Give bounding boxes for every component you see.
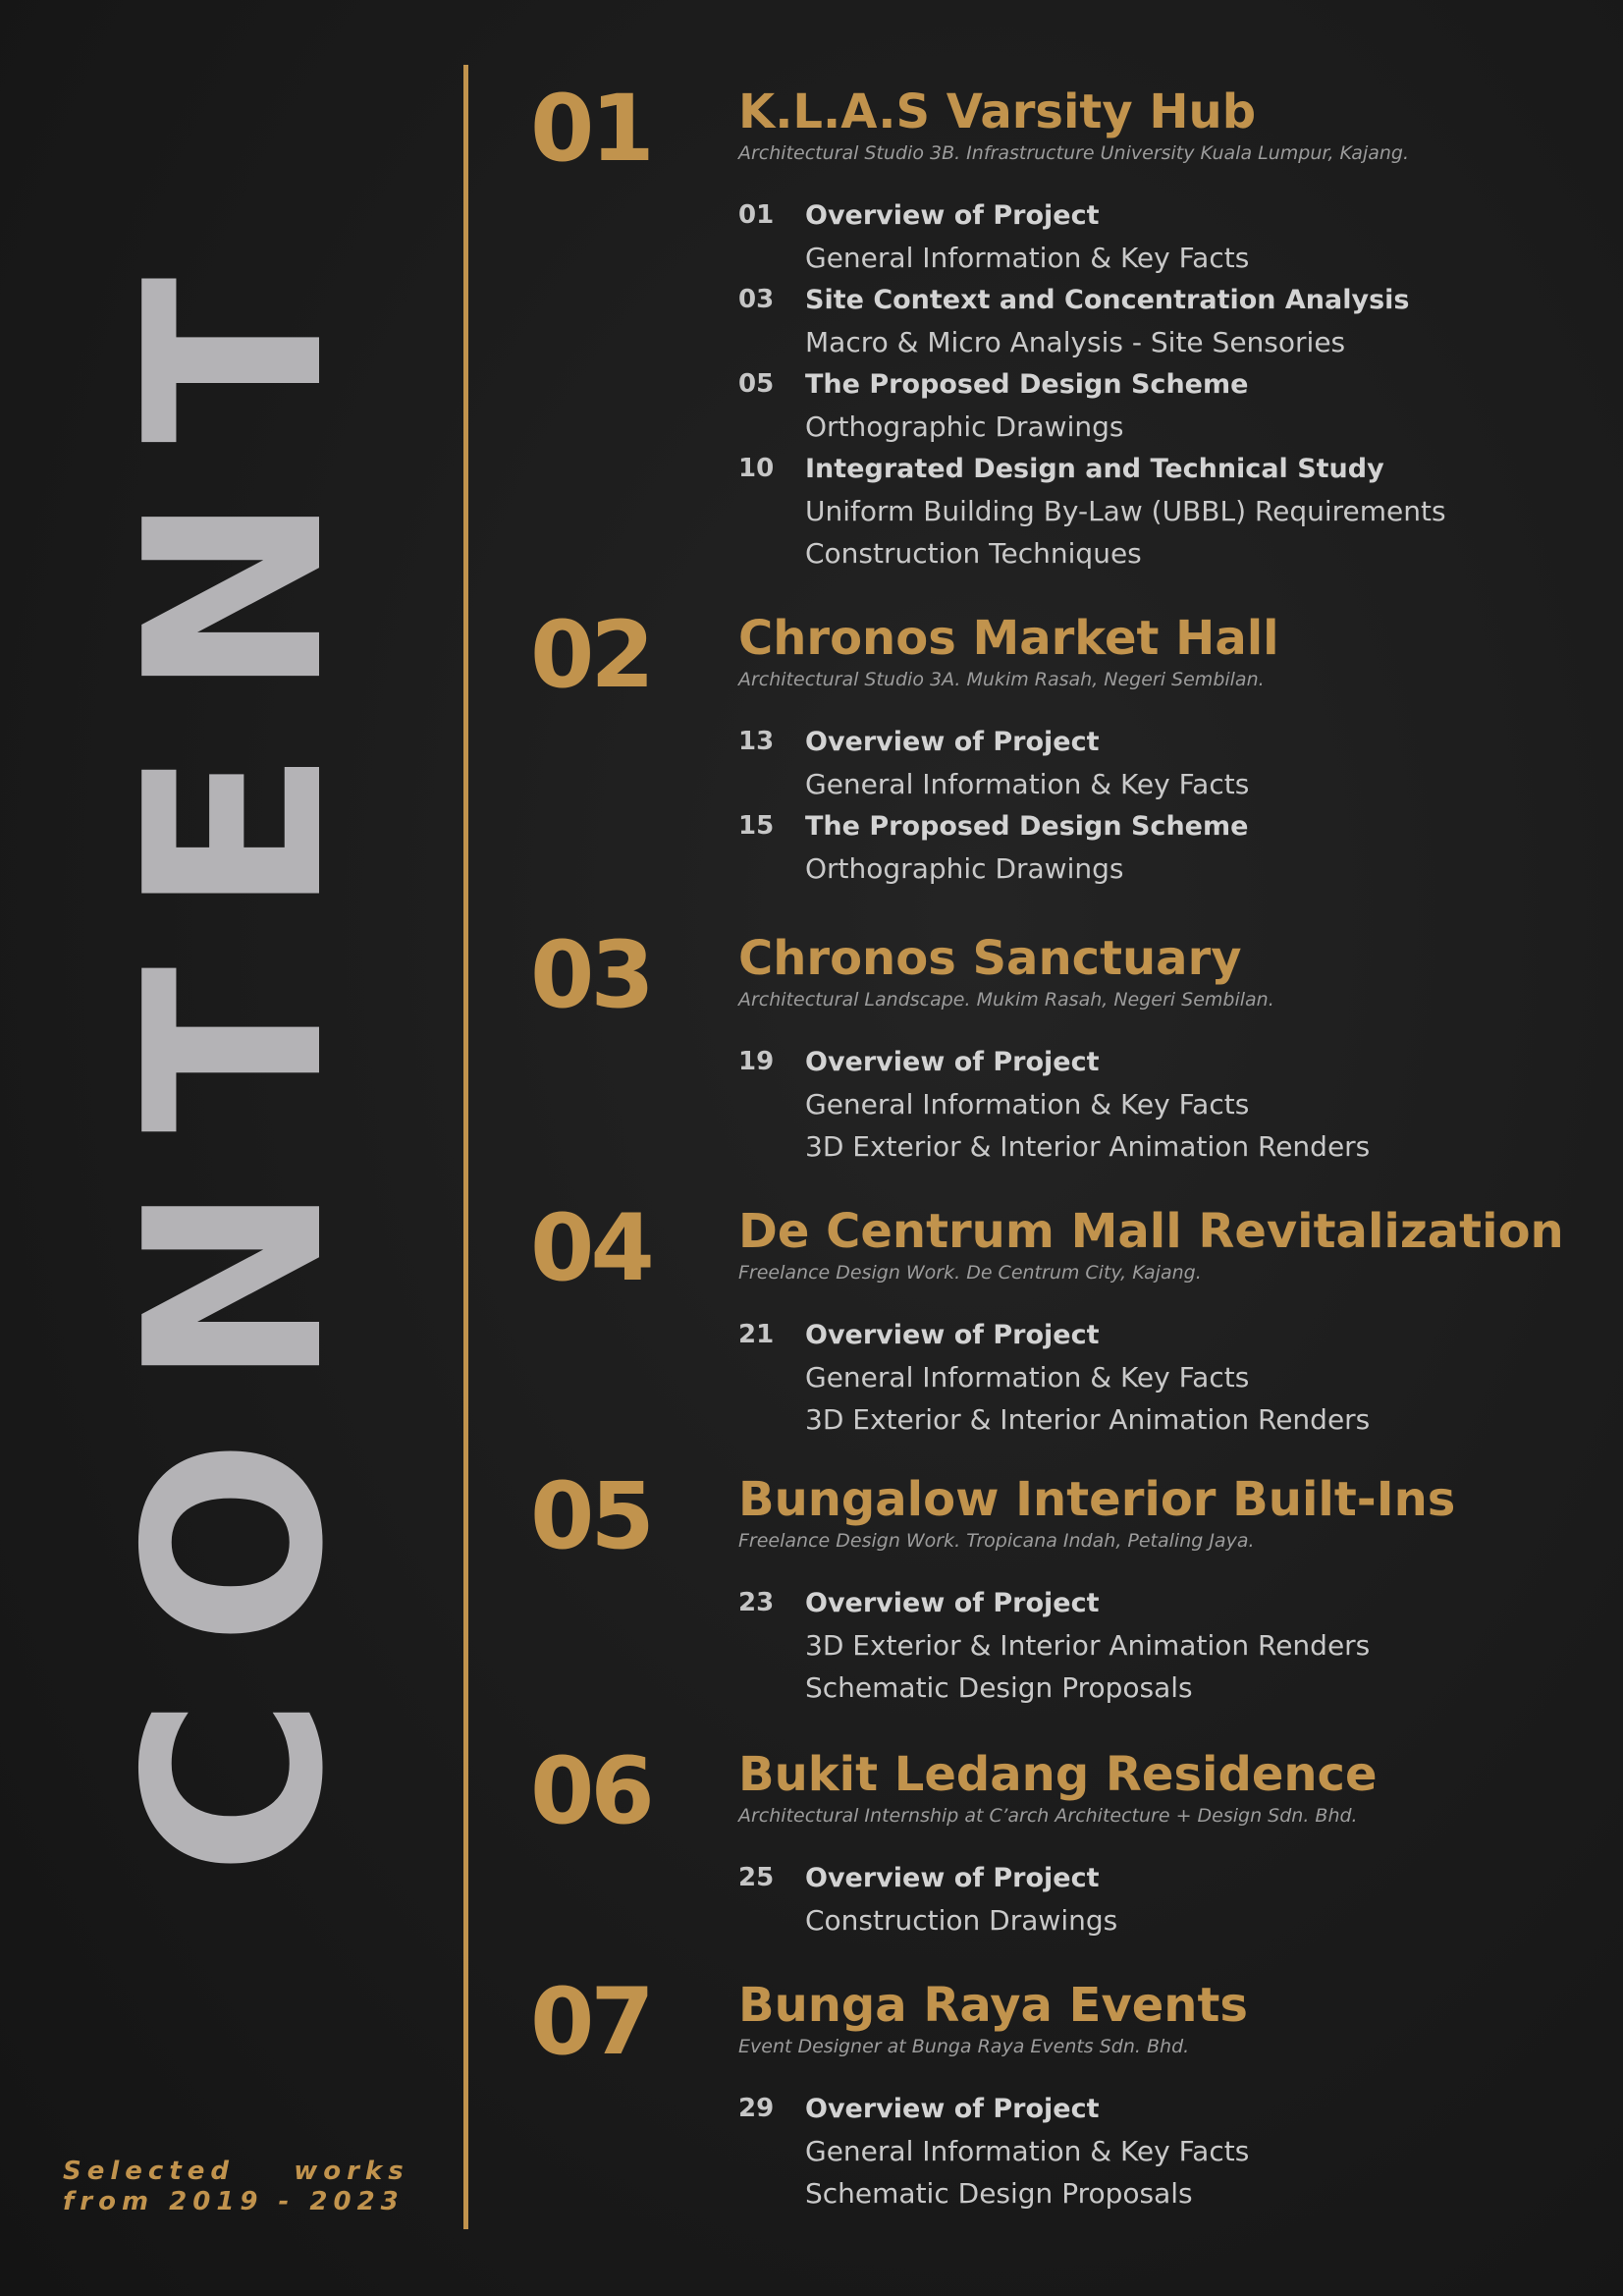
page-number: 19 xyxy=(738,1047,775,1076)
entry-heading: Overview of Project xyxy=(805,1320,1100,1350)
page-number: 13 xyxy=(738,727,775,756)
toc-entry[interactable] xyxy=(738,1857,1602,1941)
project-subtitle: Event Designer at Bunga Raya Events Sdn. Bhd. xyxy=(738,2036,1190,2057)
entry-detail: 3D Exterior & Interior Animation Renders xyxy=(805,1130,1371,1163)
project-title: K.L.A.S Varsity Hub xyxy=(738,84,1257,139)
entry-detail: 3D Exterior & Interior Animation Renders xyxy=(805,1629,1371,1662)
entry-detail: Orthographic Drawings xyxy=(805,410,1124,443)
entry-detail: General Information & Key Facts xyxy=(805,1361,1250,1394)
toc-entry[interactable] xyxy=(738,194,1602,279)
page-number: 15 xyxy=(738,811,775,841)
entry-heading: Overview of Project xyxy=(805,1047,1100,1077)
toc-entry[interactable] xyxy=(738,1314,1602,1441)
entry-heading: Site Context and Concentration Analysis xyxy=(805,285,1410,315)
entry-heading: The Proposed Design Scheme xyxy=(805,369,1249,400)
project-title: Bunga Raya Events xyxy=(738,1978,1248,2033)
entry-list xyxy=(738,1582,1602,1709)
entry-detail: Construction Techniques xyxy=(805,537,1142,570)
entry-list xyxy=(738,721,1602,890)
project-subtitle: Freelance Design Work. Tropicana Indah, Petaling Jaya. xyxy=(738,1530,1255,1552)
section-number: 06 xyxy=(530,1738,651,1845)
page-number: 05 xyxy=(738,369,775,399)
page-number: 23 xyxy=(738,1588,775,1617)
entry-detail: Schematic Design Proposals xyxy=(805,1671,1193,1704)
toc-entry[interactable] xyxy=(738,805,1602,890)
entry-list xyxy=(738,1041,1602,1168)
toc-entry[interactable] xyxy=(738,1582,1602,1709)
page-number: 03 xyxy=(738,285,775,314)
section-number: 03 xyxy=(530,922,651,1029)
entry-heading: The Proposed Design Scheme xyxy=(805,811,1249,842)
project-subtitle: Architectural Studio 3A. Mukim Rasah, Negeri Sembilan. xyxy=(738,669,1265,690)
project-subtitle: Freelance Design Work. De Centrum City, Kajang. xyxy=(738,1262,1202,1284)
entry-list xyxy=(738,2088,1602,2214)
entry-heading: Overview of Project xyxy=(805,727,1100,757)
project-title: Chronos Sanctuary xyxy=(738,931,1242,986)
entry-heading: Overview of Project xyxy=(805,2094,1100,2124)
entry-detail: General Information & Key Facts xyxy=(805,1088,1250,1121)
entry-heading: Overview of Project xyxy=(805,200,1100,231)
toc-entry[interactable] xyxy=(738,1041,1602,1168)
entry-detail: Uniform Building By-Law (UBBL) Requirements xyxy=(805,495,1446,527)
section-number: 04 xyxy=(530,1195,651,1302)
project-title: Bukit Ledang Residence xyxy=(738,1747,1378,1802)
entry-detail: Macro & Micro Analysis - Site Sensories xyxy=(805,326,1346,358)
section-number: 05 xyxy=(530,1463,651,1570)
project-title: Bungalow Interior Built-Ins xyxy=(738,1472,1456,1527)
entry-detail: Schematic Design Proposals xyxy=(805,2177,1193,2210)
contents-heading: CONTENT xyxy=(94,226,377,1876)
entry-list xyxy=(738,194,1602,574)
section-number: 02 xyxy=(530,602,651,709)
project-title: Chronos Market Hall xyxy=(738,611,1279,666)
entry-detail: General Information & Key Facts xyxy=(805,242,1250,274)
entry-detail: General Information & Key Facts xyxy=(805,768,1250,800)
entry-detail: General Information & Key Facts xyxy=(805,2135,1250,2167)
section-number: 01 xyxy=(530,76,651,183)
entry-heading: Overview of Project xyxy=(805,1863,1100,1893)
page-number: 21 xyxy=(738,1320,775,1349)
page-number: 01 xyxy=(738,200,775,230)
section-number: 07 xyxy=(530,1969,651,2076)
toc-entry[interactable] xyxy=(738,363,1602,448)
project-title: De Centrum Mall Revitalization xyxy=(738,1204,1564,1259)
toc-entry[interactable] xyxy=(738,721,1602,805)
toc-entry[interactable] xyxy=(738,2088,1602,2214)
project-subtitle: Architectural Landscape. Mukim Rasah, Negeri Sembilan. xyxy=(738,989,1274,1011)
tagline xyxy=(63,2157,416,2217)
tagline-line: Selected works xyxy=(63,2157,409,2186)
project-subtitle: Architectural Studio 3B. Infrastructure University Kuala Lumpur, Kajang. xyxy=(738,142,1410,164)
entry-detail: 3D Exterior & Interior Animation Renders xyxy=(805,1403,1371,1436)
entry-detail: Construction Drawings xyxy=(805,1904,1118,1937)
tagline-line: from 2019 - 2023 xyxy=(63,2187,405,2216)
entry-detail: Orthographic Drawings xyxy=(805,852,1124,885)
toc-entry[interactable] xyxy=(738,448,1602,574)
entry-heading: Integrated Design and Technical Study xyxy=(805,454,1384,484)
page-number: 25 xyxy=(738,1863,775,1892)
vertical-divider xyxy=(463,65,468,2229)
entry-list xyxy=(738,1857,1602,1941)
entry-heading: Overview of Project xyxy=(805,1588,1100,1618)
page-number: 10 xyxy=(738,454,775,483)
entry-list xyxy=(738,1314,1602,1441)
project-subtitle: Architectural Internship at C’arch Architecture + Design Sdn. Bhd. xyxy=(738,1805,1358,1827)
toc-entry[interactable] xyxy=(738,279,1602,363)
page-number: 29 xyxy=(738,2094,775,2123)
